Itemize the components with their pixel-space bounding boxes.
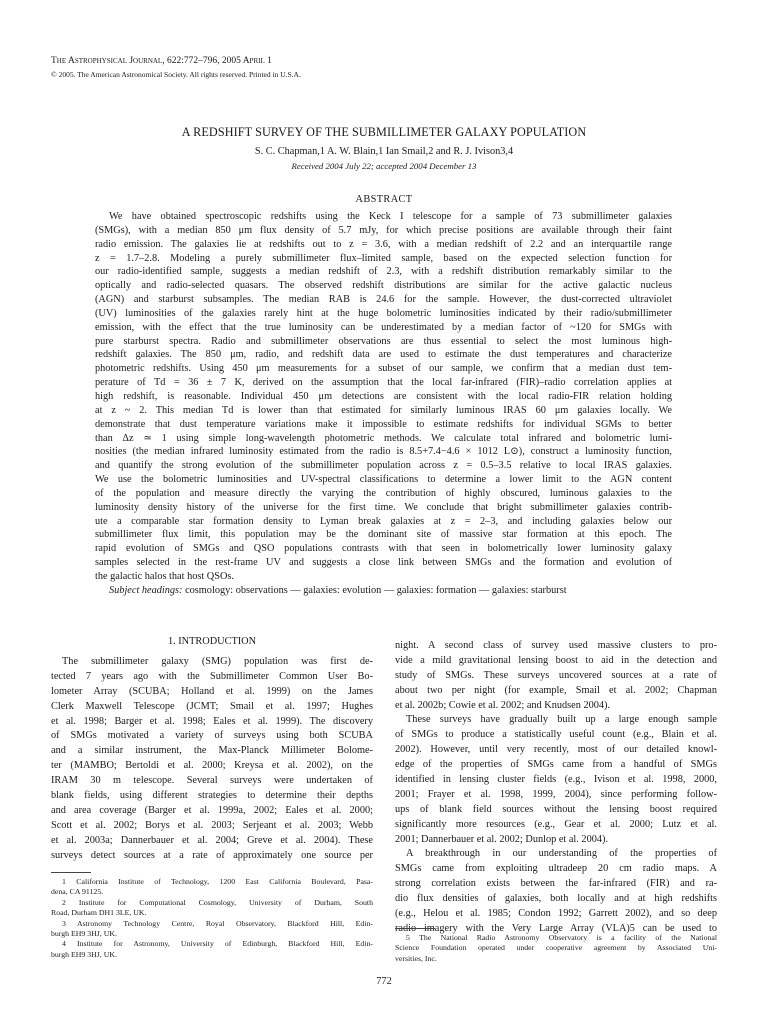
body-line: (e.g., Helou et al. 1985; Condon 1992; Garrett 2002), and so deep [395, 908, 717, 920]
body-line: SMGs came from exploiting ultradeep 20 cm radio maps. A [395, 863, 717, 875]
body-line: tected 7 years ago with the Submillimeter Common User Bo- [51, 670, 373, 682]
body-line: The submillimeter galaxy (SMG) population was first de- [62, 656, 373, 667]
footnotes-right [395, 933, 717, 964]
abstract-line: pure starburst spectra. Radio and submillimeter observations are thus essential to select the most luminous high- [95, 335, 672, 347]
body-line: identified in lensing cluster fields (e.g., Ivison et al. 1998, 2000, [395, 774, 717, 786]
abstract-line: z = 1.7–2.8. Modeling a purely submillimeter flux–limited sample, based on the expected selection function for [95, 252, 672, 264]
abstract-line: (AGN) and starburst subsamples. The median RAB is 24.6 for the sample. However, the dust-corrected ultraviolet [95, 294, 672, 306]
abstract-line: at z ~ 2. This median Td is lower than that estimated for similarly luminous IRAS 60 μm galaxies locally. We [95, 404, 672, 416]
body-line: et al. 2002b; Cowie et al. 2002; and Knudsen 2004). [395, 699, 611, 711]
abstract-line: nosities (the median infrared luminosity estimated from the radio is 8.5+7.4−4.6 × 1012 L⊙), construct a luminosity function, [95, 446, 672, 458]
body-line: blank fields, using different strategies to determine their depths [51, 790, 373, 802]
body-line: A breakthrough in our understanding of the properties of [406, 848, 717, 860]
body-line: strong correlation exists between the far-infrared (FIR) and ra- [395, 878, 717, 890]
abstract-line: than Δz ≃ 1 using simple long-wavelength photometric methods. We calculate total infrared and bolometric lumi- [95, 432, 672, 444]
abstract-line: radio emission. The galaxies lie at redshifts out to z = 3.6, with a median redshift of 2.2 and an interquartile range [95, 238, 672, 250]
body-line: IRAM 30 m telescope. Several surveys were undertaken of [51, 775, 373, 787]
abstract-line: and quantify the strong evolution of the submillimeter population across z = 0.5–3.5 relative to local IRAS galaxies. [95, 460, 672, 472]
body-line: Clerk Maxwell Telescope (JCMT; Smail et al. 1997; Hughes [51, 700, 373, 712]
copyright-line: © 2005. The American Astronomical Society. All rights reserved. Printed in U.S.A. [51, 70, 301, 79]
abstract-line: (UV) luminosities of the galaxies rarely hint at the huge bolometric luminosities indicated by their radio/submillimeter [95, 307, 672, 319]
footnote-line: burgh EH9 3HJ, UK. [51, 928, 117, 938]
body-line: dio flux densities of galaxies, both locally and at high redshifts [395, 893, 717, 905]
abstract-line: ute a comparable star formation density to Lyman break galaxies at z = 2–3, and including galaxies below our [95, 515, 672, 527]
body-line: ups of blank field sources without the lensing boost required [395, 803, 717, 815]
abstract-line: of the population and measure directly the varying the contribution of highly obscured, luminous galaxies to the [95, 487, 672, 499]
abstract-heading: ABSTRACT [355, 194, 413, 205]
body-line: ter (MAMBO; Bertoldi et al. 2000; Kreysa et al. 2002), on the [51, 760, 373, 772]
body-line: et al. 1998; Barger et al. 1998; Eales et al. 1999). The discovery [51, 715, 373, 727]
received-dates: Received 2004 July 22; accepted 2004 December 13 [291, 161, 477, 171]
body-line: radio imagery with the Very Large Array (VLA)5 can be used to [395, 922, 717, 934]
footnote-line: Science Foundation operated under cooperative agreement by Associated Uni- [395, 943, 717, 953]
body-line: edge of the properties of SMGs came from a handful of SMGs [395, 759, 717, 771]
body-line: lometer Array (SCUBA; Holland et al. 1999) on the James [51, 685, 373, 697]
body-line: night. A second class of survey used massive clusters to pro- [395, 640, 717, 651]
body-line: et al. 2003a; Dannerbauer et al. 2004; Greve et al. 2004). These [51, 834, 373, 846]
body-line: and a similar instrument, the Max-Planck Millimeter Bolome- [51, 745, 373, 757]
abstract-line: optically and radio-selected quasars. The observed redshift distributions are similar for the active galactic nucleus [95, 280, 672, 292]
body-line: 2002). However, until very recently, most of our detailed knowl- [395, 744, 717, 756]
footnote-rule-right [395, 928, 435, 929]
footnote-line: 4 Institute for Astronomy, University of Edinburgh, Blackford Hill, Edin- [62, 939, 373, 949]
journal-citation: The Astrophysical Journal, 622:772–796, 2005 April 1 [51, 56, 272, 66]
footnotes-left [51, 877, 373, 960]
body-line: and area coverage (Barger et al. 1999a, 2002; Eales et al. 2000; [51, 804, 373, 816]
footnote-line: 5 The National Radio Astronomy Observatory is a facility of the National [406, 933, 717, 942]
abstract-body [95, 210, 672, 598]
footnote-line: Road, Durham DH1 3LE, UK. [51, 908, 147, 918]
body-line: These surveys have gradually built up a large enough sample [406, 714, 717, 726]
body-line: 2001; Dannerbauer et al. 2002; Dunlop et al. 2004). [395, 833, 609, 845]
subject-headings-text: cosmology: observations — galaxies: evolution — galaxies: formation — galaxies: starburst [182, 584, 567, 596]
body-line: about two per night (for example, Smail et al. 2002; Chapman [395, 684, 717, 696]
footnote-line: dena, CA 91125. [51, 887, 104, 897]
abstract-line: photometric redshifts. Using 450 μm measurements for a subset of our sample, we confirm that a median dust tem- [95, 363, 672, 375]
subject-headings [95, 584, 672, 598]
author-list: S. C. Chapman,1 A. W. Blain,1 Ian Smail,2 and R. J. Ivison3,4 [254, 146, 514, 157]
footnote-rule-left [51, 872, 91, 873]
abstract-line: submillimeter flux limit, this population may be the dominant site of massive star formation at this epoch. The [95, 529, 672, 541]
abstract-line: We have obtained spectroscopic redshifts using the Keck I telescope for a sample of 73 submillimeter galaxies [109, 211, 672, 222]
body-line: 2001; Frayer et al. 1998, 1999, 2004), since performing follow- [395, 788, 717, 800]
abstract-line: rapid evolution of SMGs and QSO populations contrasts with that seen in bolometrically lower luminosity galaxy [95, 543, 672, 555]
abstract-line: samples selected in the rest-frame UV and suggests a close link between SMGs and the formation and evolution of [95, 557, 672, 569]
abstract-line: demonstrate that dust temperature variations make it impossible to estimate redshifts for individual SGMs to better [95, 418, 672, 430]
right-column [395, 639, 717, 937]
abstract-line: (SMGs), with a median 850 μm flux density of 5.7 mJy, for which precise positions are available through their faint [95, 224, 672, 236]
abstract-line: We use the bolometric luminosities and UV-spectral classifications to determine a lower limit to the AGN content [95, 474, 672, 486]
abstract-line: emission, with the effect that the true luminosity can be underestimated by a median factor of ~120 for SMGs with [95, 321, 672, 333]
abstract-line: luminosity density history of the universe for the first time. We conclude that bright submillimeter galaxies contrib- [95, 501, 672, 513]
footnote-line: burgh EH9 3HJ, UK. [51, 949, 117, 959]
paper-title: A REDSHIFT SURVEY OF THE SUBMILLIMETER GALAXY POPULATION [181, 125, 587, 139]
body-line: Scott et al. 2002; Borys et al. 2003; Serjeant et al. 2003; Webb [51, 819, 373, 831]
abstract-line: perature of Td = 36 ± 7 K, derived on the assumption that the local far-infrared (FIR)–radio correlation applies at [95, 377, 672, 389]
footnote-line: 3 Astronomy Technology Centre, Royal Observatory, Blackford Hill, Edin- [62, 918, 373, 928]
abstract-line: redshift galaxies. The 850 μm, radio, and redshift data are used to estimate the dust temperatures and characterize [95, 349, 672, 361]
page-number: 772 [376, 976, 392, 987]
abstract-line: our radio-identified sample, suggests a median redshift of 2.3, with a redshift distribution remarkably similar to the [95, 266, 672, 278]
footnote-line: 1 California Institute of Technology, 1200 East California Boulevard, Pasa- [62, 877, 373, 886]
abstract-line: high redshift, is reasonable. Individual 450 μm detections are consistent with the local radio-FIR relation holding [95, 390, 672, 402]
body-line: study of SMGs. These surveys uncovered sources at a rate of [395, 669, 717, 681]
footnote-line: versities, Inc. [395, 953, 437, 963]
body-line: significantly more resources (e.g., Gear et al. 2000; Lutz et al. [395, 818, 717, 830]
body-line: of SMGs motivated a variety of surveys using both SCUBA [51, 730, 373, 742]
abstract-line: the galactic halos that host QSOs. [95, 570, 234, 582]
footnote-line: 2 Institute for Computational Cosmology, University of Durham, South [62, 897, 373, 907]
section-heading: 1. INTRODUCTION [167, 636, 257, 647]
journal-header [51, 55, 272, 68]
body-line: surveys detect sources at a rate of approximately one source per [51, 849, 373, 861]
body-line: of SMGs to produce a statistically useful count (e.g., Blain et al. [395, 729, 717, 741]
subject-headings-label: Subject headings: [109, 584, 183, 596]
left-column [51, 655, 373, 863]
body-line: vide a mild gravitational lensing boost to aid in the detection and [395, 654, 717, 666]
